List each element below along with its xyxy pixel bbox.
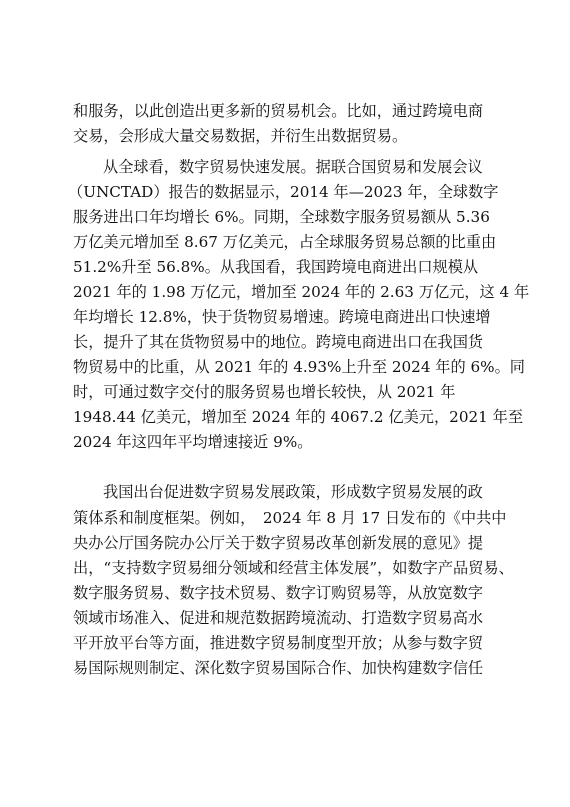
text-line: 领域市场准入、促进和规范数据跨境流动、打造数字贸易高水 bbox=[73, 609, 484, 627]
text-line: 和服务，以此创造出更多新的贸易机会。比如，通过跨境电商 bbox=[73, 102, 484, 120]
text-line: 平开放平台等方面，推进数字贸易制度型开放；从参与数字贸 bbox=[73, 634, 484, 652]
text-line: 服务进出口年均增长 6%。同期，全球数字服务贸易额从 5.36 bbox=[73, 208, 490, 226]
text-line: 51.2%升至 56.8%。从我国看，我国跨境电商进出口规模从 bbox=[73, 258, 479, 276]
text-line: 长，提升了其在货物贸易中的地位。跨境电商进出口在我国货 bbox=[73, 333, 484, 351]
text-line: （UNCTAD）报告的数据显示，2014 年—2023 年，全球数字 bbox=[68, 183, 499, 201]
text-line: 交易，会形成大量交易数据，并衍生出数据贸易。 bbox=[73, 127, 408, 145]
text-line: 策体系和制度框架。例如， 2024 年 8 月 17 日发布的《中共中 bbox=[73, 509, 507, 527]
text-line: 易国际规则制定、深化数字贸易国际合作、加快构建数字信任 bbox=[73, 659, 484, 677]
text-line: 央办公厅国务院办公厅关于数字贸易改革创新发展的意见》提 bbox=[73, 534, 484, 552]
text-line: 出，“支持数字贸易细分领域和经营主体发展”，如数字产品贸易、 bbox=[73, 559, 514, 577]
text-line: 时，可通过数字交付的服务贸易也增长较快，从 2021 年 bbox=[73, 383, 456, 401]
text-line: 万亿美元增加至 8.67 万亿美元，占全球服务贸易总额的比重由 bbox=[73, 233, 497, 251]
text-line: 年均增长 12.8%，快于货物贸易增速。跨境电商进出口快速增 bbox=[73, 308, 491, 326]
paragraph-start-line: 我国出台促进数字贸易发展政策，形成数字贸易发展的政 bbox=[103, 483, 483, 501]
text-line: 2024 年这四年平均增速接近 9%。 bbox=[73, 433, 313, 451]
text-line: 2021 年的 1.98 万亿元，增加至 2024 年的 2.63 万亿元，这 4 年 bbox=[73, 283, 530, 301]
text-line: 数字服务贸易、数字技术贸易、数字订购贸易等，从放宽数字 bbox=[73, 584, 484, 602]
paragraph-start-line: 从全球看，数字贸易快速发展。据联合国贸易和发展会议 bbox=[103, 158, 483, 176]
text-line: 物贸易中的比重，从 2021 年的 4.93%上升至 2024 年的 6%。同 bbox=[73, 358, 525, 376]
text-line: 1948.44 亿美元，增加至 2024 年的 4067.2 亿美元，2021 年至 bbox=[73, 408, 524, 426]
